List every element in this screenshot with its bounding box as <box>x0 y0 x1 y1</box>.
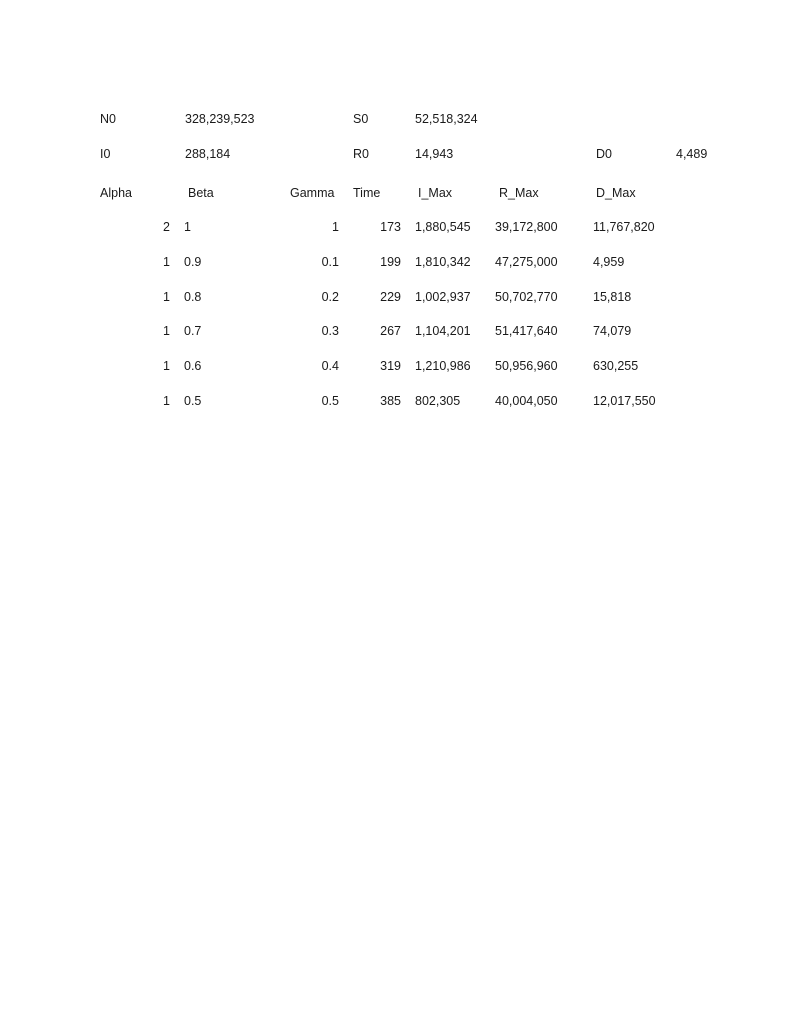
header-d-max: D_Max <box>596 186 636 200</box>
cell-alpha: 1 <box>163 290 170 304</box>
header-gamma: Gamma <box>290 186 335 200</box>
cell-alpha: 2 <box>163 220 170 234</box>
cell-i-max: 1,104,201 <box>415 324 471 338</box>
cell-beta: 0.7 <box>184 324 202 338</box>
cell-r-max: 47,275,000 <box>495 255 558 269</box>
cell-alpha: 1 <box>163 394 170 408</box>
cell-i-max: 1,002,937 <box>415 290 471 304</box>
header-alpha: Alpha <box>100 186 132 200</box>
n0-value: 328,239,523 <box>185 112 255 126</box>
cell-time: 385 <box>380 394 401 408</box>
cell-d-max: 12,017,550 <box>593 394 656 408</box>
cell-d-max: 11,767,820 <box>593 220 655 234</box>
cell-time: 229 <box>380 290 401 304</box>
header-i-max: I_Max <box>418 186 453 200</box>
cell-r-max: 40,004,050 <box>495 394 558 408</box>
cell-beta: 0.8 <box>184 290 202 304</box>
d0-label: D0 <box>596 147 612 161</box>
cell-d-max: 4,959 <box>593 255 625 269</box>
cell-time: 173 <box>380 220 401 234</box>
cell-i-max: 1,210,986 <box>415 359 471 373</box>
cell-beta: 0.9 <box>184 255 202 269</box>
s0-value: 52,518,324 <box>415 112 478 126</box>
r0-value: 14,943 <box>415 147 454 161</box>
header-beta: Beta <box>188 186 214 200</box>
s0-label: S0 <box>353 112 369 126</box>
cell-time: 319 <box>380 359 401 373</box>
d0-value: 4,489 <box>676 147 708 161</box>
cell-beta: 0.5 <box>184 394 202 408</box>
cell-alpha: 1 <box>163 324 170 338</box>
cell-alpha: 1 <box>163 359 170 373</box>
cell-gamma: 0.3 <box>321 324 339 338</box>
cell-i-max: 1,810,342 <box>415 255 471 269</box>
header-time: Time <box>353 186 381 200</box>
cell-gamma: 0.2 <box>321 290 339 304</box>
cell-beta: 0.6 <box>184 359 202 373</box>
cell-gamma: 1 <box>332 220 339 234</box>
cell-beta: 1 <box>184 220 191 234</box>
i0-value: 288,184 <box>185 147 231 161</box>
r0-label: R0 <box>353 147 369 161</box>
cell-gamma: 0.5 <box>321 394 339 408</box>
cell-i-max: 1,880,545 <box>415 220 471 234</box>
cell-r-max: 50,702,770 <box>495 290 558 304</box>
cell-r-max: 50,956,960 <box>495 359 558 373</box>
cell-r-max: 39,172,800 <box>495 220 558 234</box>
cell-d-max: 74,079 <box>593 324 632 338</box>
cell-i-max: 802,305 <box>415 394 461 408</box>
cell-alpha: 1 <box>163 255 170 269</box>
header-r-max: R_Max <box>499 186 539 200</box>
i0-label: I0 <box>100 147 111 161</box>
cell-r-max: 51,417,640 <box>495 324 558 338</box>
cell-d-max: 630,255 <box>593 359 639 373</box>
cell-d-max: 15,818 <box>593 290 632 304</box>
cell-time: 199 <box>380 255 401 269</box>
cell-gamma: 0.4 <box>321 359 339 373</box>
n0-label: N0 <box>100 112 116 126</box>
cell-gamma: 0.1 <box>321 255 339 269</box>
cell-time: 267 <box>380 324 401 338</box>
